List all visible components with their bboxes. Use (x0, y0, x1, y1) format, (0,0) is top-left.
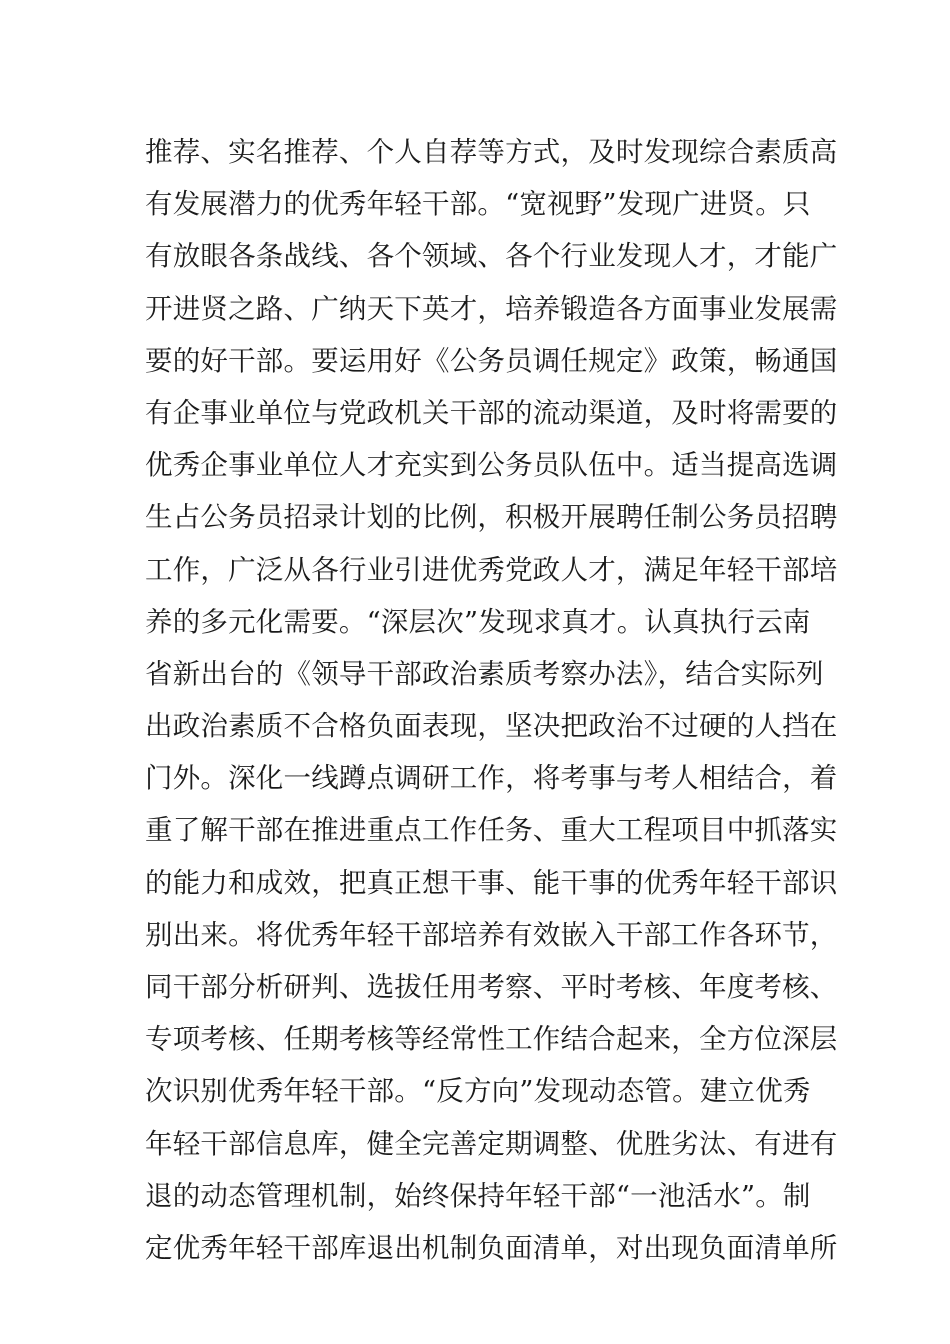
text-line: 的能力和成效，把真正想干事、能干事的优秀年轻干部识 (145, 866, 838, 899)
text-line: 定优秀年轻干部库退出机制负面清单，对出现负面清单所 (145, 1231, 838, 1264)
text-line: 优秀企事业单位人才充实到公务员队伍中。适当提高选调 (145, 449, 838, 482)
text-line: 有放眼各条战线、各个领域、各个行业发现人才，才能广 (145, 240, 838, 273)
text-line: 次识别优秀年轻干部。“反方向”发现动态管。建立优秀 (145, 1075, 811, 1108)
text-line: 重了解干部在推进重点工作任务、重大工程项目中抓落实 (145, 814, 838, 847)
text-line: 出政治素质不合格负面表现，坚决把政治不过硬的人挡在 (145, 710, 838, 743)
text-line: 有发展潜力的优秀年轻干部。“宽视野”发现广进贤。只 (145, 188, 811, 221)
text-line: 别出来。将优秀年轻干部培养有效嵌入干部工作各环节， (145, 918, 838, 951)
text-line: 年轻干部信息库，健全完善定期调整、优胜劣汰、有进有 (145, 1127, 838, 1160)
body-paragraph (145, 126, 838, 1274)
text-line: 推荐、实名推荐、个人自荐等方式，及时发现综合素质高 (145, 136, 838, 168)
text-line: 要的好干部。要运用好《公务员调任规定》政策，畅通国 (145, 344, 838, 377)
text-line: 有企事业单位与党政机关干部的流动渠道，及时将需要的 (145, 396, 838, 429)
text-line: 省新出台的《领导干部政治素质考察办法》，结合实际列 (145, 657, 824, 690)
text-line: 养的多元化需要。“深层次”发现求真才。认真执行云南 (145, 605, 811, 638)
text-line: 开进贤之路、广纳天下英才，培养锻造各方面事业发展需 (145, 292, 838, 325)
text-line: 专项考核、任期考核等经常性工作结合起来，全方位深层 (145, 1023, 838, 1056)
text-line: 退的动态管理机制，始终保持年轻干部“一池活水”。制 (145, 1179, 811, 1212)
text-line: 同干部分析研判、选拔任用考察、平时考核、年度考核、 (145, 971, 838, 1003)
text-line: 门外。深化一线蹲点调研工作，将考事与考人相结合，着 (145, 762, 838, 795)
text-line: 生占公务员招录计划的比例，积极开展聘任制公务员招聘 (145, 501, 838, 534)
text-line: 工作，广泛从各行业引进优秀党政人才，满足年轻干部培 (145, 553, 838, 586)
